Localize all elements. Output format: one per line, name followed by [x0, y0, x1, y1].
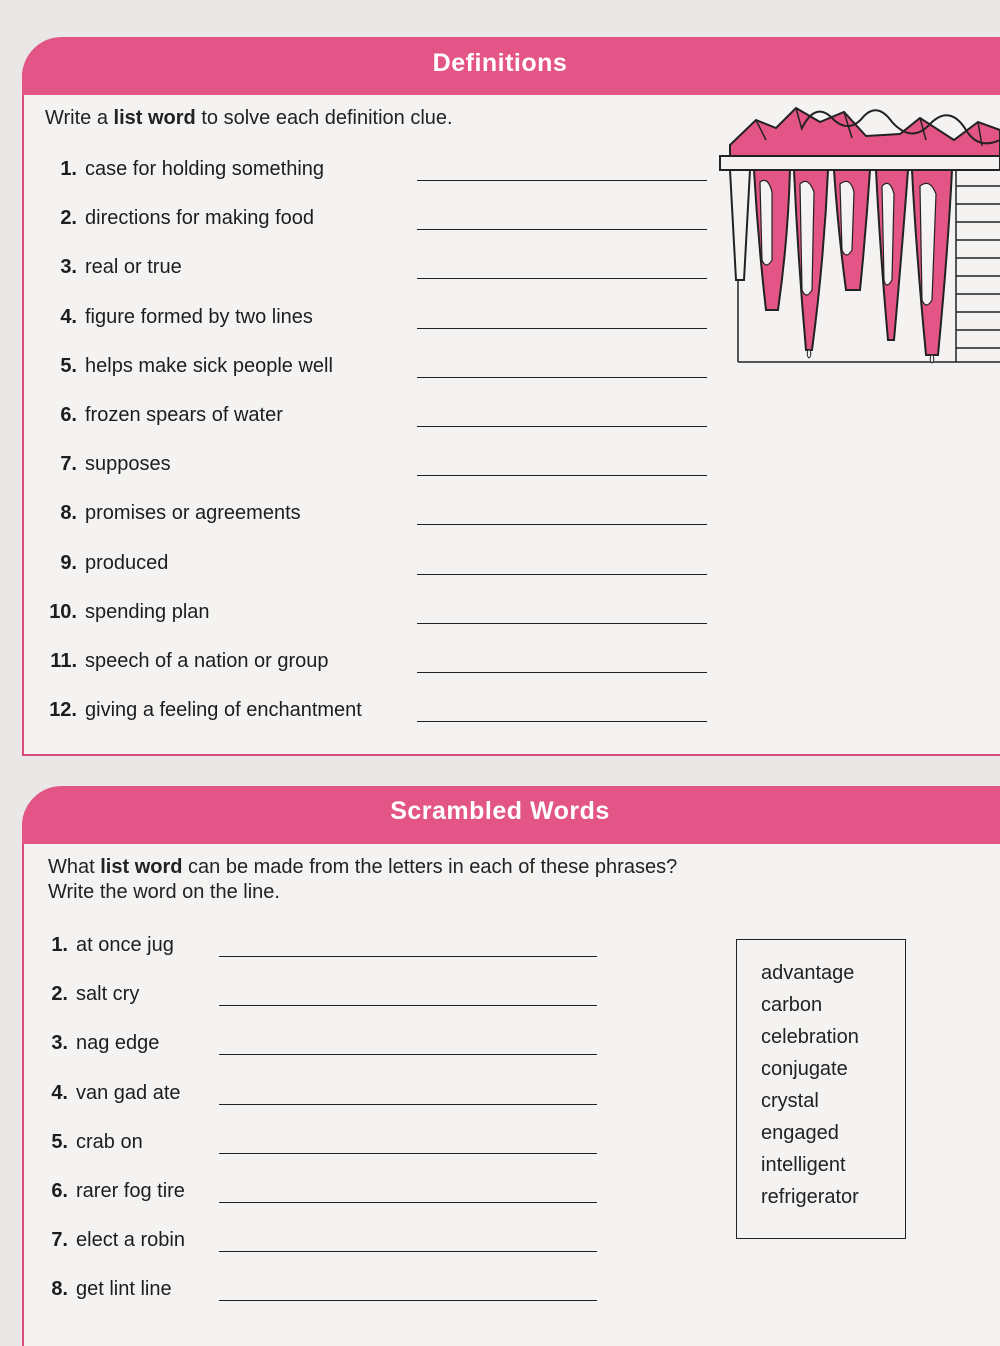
scrambled-banner	[22, 786, 1000, 844]
definition-item	[40, 453, 171, 476]
definition-item	[40, 207, 314, 230]
scrambled-number: 4.	[51, 1082, 68, 1104]
icicles-roof-icon	[716, 100, 1000, 365]
definition-answer-line[interactable]	[417, 524, 707, 525]
scrambled-item	[46, 1032, 159, 1055]
scrambled-phrase: van gad ate	[76, 1082, 181, 1104]
scrambled-answer-line[interactable]	[219, 1153, 597, 1154]
definitions-banner	[22, 37, 1000, 95]
definition-number: 2.	[60, 207, 77, 229]
definition-clue: figure formed by two lines	[85, 306, 313, 328]
scrambled-item	[46, 1131, 143, 1154]
word-bank-item: carbon	[761, 994, 823, 1016]
scrambled-title: Scrambled Words	[390, 797, 610, 825]
definition-answer-line[interactable]	[417, 623, 707, 624]
definition-clue: promises or agreements	[85, 502, 301, 524]
scrambled-phrase: salt cry	[76, 983, 140, 1005]
scrambled-phrase: elect a robin	[76, 1229, 185, 1251]
word-bank-item: celebration	[761, 1026, 859, 1048]
scrambled-phrase: rarer fog tire	[76, 1180, 185, 1202]
definition-item	[40, 601, 210, 624]
scrambled-answer-line[interactable]	[219, 1054, 597, 1055]
definition-item	[40, 650, 329, 673]
definition-number: 9.	[60, 552, 77, 574]
scrambled-number: 1.	[51, 934, 68, 956]
definition-item	[40, 306, 313, 329]
definition-clue: case for holding something	[85, 158, 325, 180]
definition-clue: giving a feeling of enchantment	[85, 699, 362, 721]
definition-item	[40, 355, 333, 378]
definition-answer-line[interactable]	[417, 672, 707, 673]
definition-answer-line[interactable]	[417, 377, 707, 378]
definition-clue: produced	[85, 552, 169, 574]
scrambled-number: 5.	[51, 1131, 68, 1153]
scrambled-answer-line[interactable]	[219, 1202, 597, 1203]
scrambled-number: 3.	[51, 1032, 68, 1054]
word-bank-item: refrigerator	[761, 1186, 859, 1208]
scrambled-answer-line[interactable]	[219, 1005, 597, 1006]
scrambled-answer-line[interactable]	[219, 1300, 597, 1301]
word-bank-item: intelligent	[761, 1154, 846, 1176]
scrambled-item	[46, 983, 139, 1006]
word-bank-item: conjugate	[761, 1058, 848, 1080]
definition-item	[40, 502, 301, 525]
definitions-title: Definitions	[432, 49, 568, 77]
definition-number: 12.	[49, 699, 77, 721]
definition-number: 3.	[60, 256, 77, 278]
scrambled-phrase: crab on	[76, 1131, 143, 1153]
definition-answer-line[interactable]	[417, 721, 707, 722]
definition-clue: supposes	[85, 453, 171, 475]
scrambled-item	[46, 934, 174, 957]
definition-number: 6.	[60, 404, 77, 426]
definition-clue: helps make sick people well	[85, 355, 333, 377]
scrambled-phrase: get lint line	[76, 1278, 172, 1300]
scrambled-phrase: nag edge	[76, 1032, 160, 1054]
definition-item	[40, 256, 182, 279]
definition-item	[40, 552, 168, 575]
definition-item	[40, 158, 324, 181]
scrambled-item	[46, 1229, 185, 1252]
scrambled-item	[46, 1082, 181, 1105]
definition-answer-line[interactable]	[417, 475, 707, 476]
definition-number: 8.	[60, 502, 77, 524]
scrambled-answer-line[interactable]	[219, 1104, 597, 1105]
definition-clue: spending plan	[85, 601, 210, 623]
definition-item	[40, 699, 362, 722]
word-bank-item: crystal	[761, 1090, 819, 1112]
scrambled-item	[46, 1278, 172, 1301]
scrambled-instruction: What list word can be made from the letters in each of these phrases? Write the word on the line.	[48, 856, 678, 903]
scrambled-number: 8.	[51, 1278, 68, 1300]
definition-clue: frozen spears of water	[85, 404, 283, 426]
definition-number: 7.	[60, 453, 77, 475]
definition-answer-line[interactable]	[417, 426, 707, 427]
definition-answer-line[interactable]	[417, 278, 707, 279]
definition-item	[40, 404, 283, 427]
scrambled-number: 6.	[51, 1180, 68, 1202]
definition-answer-line[interactable]	[417, 229, 707, 230]
scrambled-number: 7.	[51, 1229, 68, 1251]
definitions-instruction: Write a list word to solve each definition clue.	[45, 107, 453, 129]
scrambled-answer-line[interactable]	[219, 956, 597, 957]
definition-number: 1.	[60, 158, 77, 180]
definition-answer-line[interactable]	[417, 574, 707, 575]
definition-answer-line[interactable]	[417, 180, 707, 181]
word-bank-item: engaged	[761, 1122, 839, 1144]
definition-clue: real or true	[85, 256, 182, 278]
scrambled-number: 2.	[51, 983, 68, 1005]
definition-clue: directions for making food	[85, 207, 315, 229]
definition-number: 5.	[60, 355, 77, 377]
definition-answer-line[interactable]	[417, 328, 707, 329]
scrambled-answer-line[interactable]	[219, 1251, 597, 1252]
definition-clue: speech of a nation or group	[85, 650, 329, 672]
scrambled-phrase: at once jug	[76, 934, 174, 956]
word-bank-item: advantage	[761, 962, 855, 984]
definition-number: 11.	[50, 650, 77, 672]
definition-number: 10.	[49, 601, 77, 623]
definition-number: 4.	[60, 306, 77, 328]
scrambled-item	[46, 1180, 185, 1203]
word-bank	[736, 939, 906, 1239]
